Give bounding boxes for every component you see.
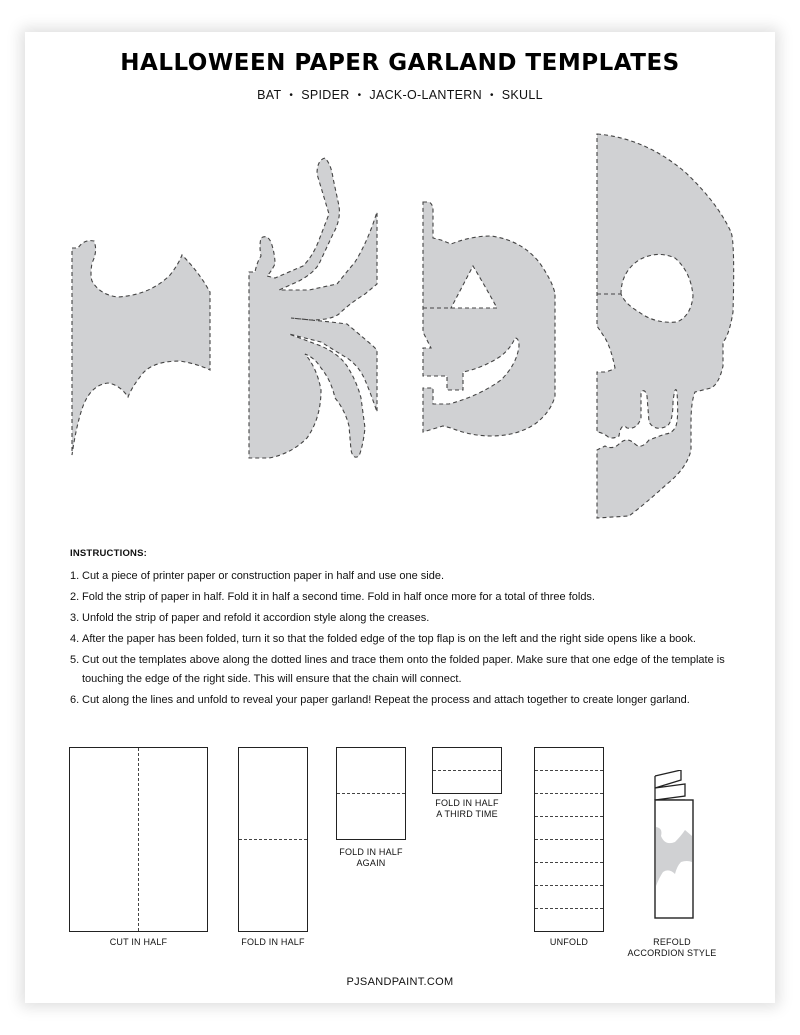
label-line: REFOLD: [653, 937, 691, 947]
paper-folded-small-icon: [432, 747, 502, 794]
instructions-heading: INSTRUCTIONS:: [70, 548, 148, 559]
bullet-separator: •: [357, 90, 362, 101]
step-number: 2.: [70, 591, 80, 603]
instructions-list: [70, 567, 750, 710]
subtitle-item-spider: SPIDER: [301, 88, 350, 102]
instruction-step: [70, 567, 750, 586]
diagram-label: [417, 798, 517, 820]
instruction-step: [70, 651, 750, 689]
bat-template-icon: [70, 237, 220, 462]
diagram-label: [519, 937, 619, 948]
spider-template-icon: [247, 154, 392, 459]
step-number: 1.: [70, 570, 80, 582]
instruction-step: [70, 588, 750, 607]
accordion-fold-icon: [647, 770, 697, 920]
step-number: 5.: [70, 654, 80, 666]
page-title: HALLOWEEN PAPER GARLAND TEMPLATES: [120, 50, 680, 76]
step-text: Cut along the lines and unfold to reveal your paper garland! Repeat the process and attach together to create longer garland.: [82, 694, 690, 706]
diagram-label: [321, 847, 421, 869]
instruction-step: [70, 609, 750, 628]
bullet-separator: •: [489, 90, 494, 101]
step-number: 3.: [70, 612, 80, 624]
paper-sheet-icon: [69, 747, 208, 932]
subtitle-item-bat: BAT: [257, 88, 282, 102]
instruction-step: [70, 691, 750, 710]
label-line: FOLD IN HALF: [339, 847, 403, 857]
step-text: Fold the strip of paper in half. Fold it in half a second time. Fold in half once more for a total of three folds.: [82, 591, 595, 603]
step-text: Cut a piece of printer paper or construction paper in half and use one side.: [82, 570, 445, 582]
label-line: A THIRD TIME: [436, 809, 498, 819]
subtitle-item-jack-o-lantern: JACK-O-LANTERN: [369, 88, 482, 102]
jack-o-lantern-template-icon: [421, 200, 563, 440]
step-text: Unfold the strip of paper and refold it accordion style along the creases.: [82, 612, 430, 624]
label-line: ACCORDION STYLE: [627, 948, 717, 958]
step-number: 4.: [70, 633, 80, 645]
diagram-label: [69, 937, 208, 948]
instructions-section: [70, 548, 750, 712]
label-line: FOLD IN HALF: [241, 937, 305, 947]
templates-area: [25, 32, 775, 552]
step-number: 6.: [70, 694, 80, 706]
website-footer: PJSANDPAINT.COM: [346, 976, 454, 988]
subtitle-item-skull: SKULL: [501, 88, 543, 102]
step-text: After the paper has been folded, turn it so that the folded edge of the top flap is on the left and the right side opens like a book.: [82, 633, 696, 645]
diagram-label: [622, 937, 722, 959]
label-line: FOLD IN HALF: [435, 798, 499, 808]
instruction-step: [70, 630, 750, 649]
label-line: UNFOLD: [549, 937, 589, 947]
bullet-separator: •: [289, 90, 294, 101]
paper-folded-icon: [336, 747, 406, 840]
paper-unfolded-icon: [534, 747, 604, 932]
printable-page: [25, 32, 775, 1003]
step-text: Cut out the templates above along the dotted lines and trace them onto the folded paper. Make sure that one edge of the template is touching the edge of the right side. This will ensure that the chain will connect.: [82, 654, 725, 685]
label-line: CUT IN HALF: [109, 937, 168, 947]
diagram-label: [223, 937, 323, 948]
paper-strip-icon: [238, 747, 308, 932]
label-line: AGAIN: [356, 858, 386, 868]
skull-template-icon: [595, 132, 740, 524]
